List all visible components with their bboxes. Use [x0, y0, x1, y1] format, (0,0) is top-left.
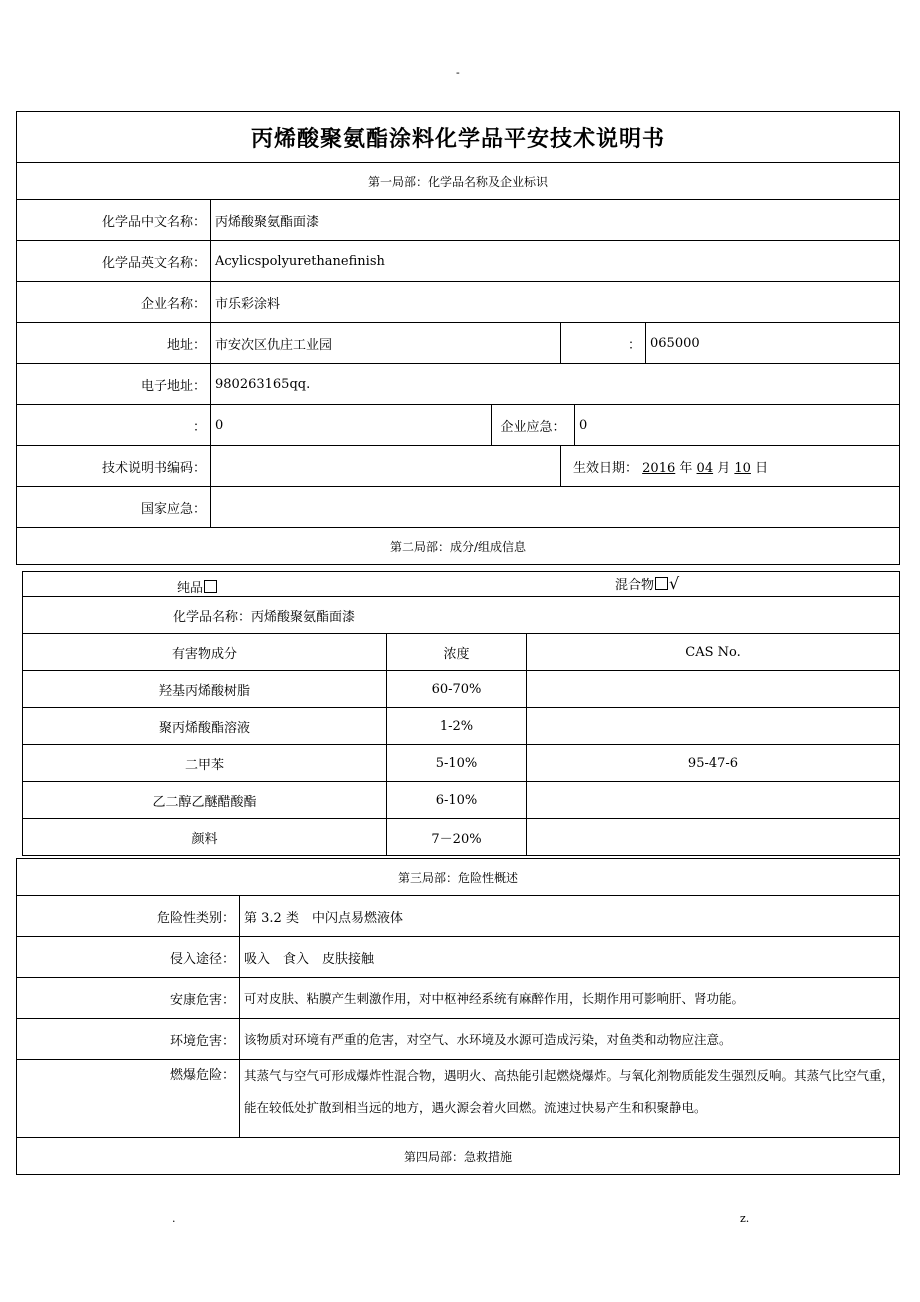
- component-cas: [527, 708, 900, 745]
- composition-table: [22, 571, 900, 856]
- code-value: [211, 446, 561, 487]
- emergency-value: 0: [575, 405, 900, 446]
- component-cas: [527, 671, 900, 708]
- section1-title: 第一局部：化学品名称及企业标识: [17, 163, 900, 200]
- checkmark-icon: √: [669, 574, 680, 593]
- component-name: 二甲苯: [23, 745, 387, 782]
- address-value: 市安次区仇庄工业园: [211, 323, 561, 364]
- code-label: 技术说明书编码：: [17, 446, 211, 487]
- header-concentration: 浓度: [387, 634, 527, 671]
- national-emergency-value: [211, 487, 900, 528]
- en-name-label: 化学品英文名称：: [17, 241, 211, 282]
- component-cas: 95-47-6: [527, 745, 900, 782]
- hazard-category-value: 第 3.2 类 中闪点易燃液体: [240, 896, 900, 937]
- component-concentration: 1-2%: [387, 708, 527, 745]
- emergency-label: 企业应急：: [492, 405, 575, 446]
- date-month: 04: [696, 460, 714, 476]
- pure-option: [177, 577, 217, 596]
- component-name: 乙二醇乙醚醋酸酯: [23, 782, 387, 819]
- health-hazard-label: 安康危害：: [17, 978, 240, 1019]
- mixture-option: [615, 574, 679, 593]
- mixture-checkbox: [655, 577, 668, 590]
- fire-hazard-label: 燃爆危险：: [17, 1060, 240, 1138]
- address-label: 地址：: [17, 323, 211, 364]
- company-value: 市乐彩涂料: [211, 282, 900, 323]
- section2-title: 第二局部：成分/组成信息: [17, 528, 900, 565]
- health-hazard-value: 可对皮肤、粘膜产生刺激作用，对中枢神经系统有麻醉作用，长期作用可影响肝、肾功能。: [240, 978, 900, 1019]
- phone-value: 0: [211, 405, 492, 446]
- table-row: [23, 819, 900, 856]
- table-row: [23, 745, 900, 782]
- date-label: 生效日期：: [573, 460, 639, 476]
- route-value: 吸入 食入 皮肤接触: [240, 937, 900, 978]
- header-cas: CAS No.: [527, 634, 900, 671]
- date-year: 2016: [642, 460, 676, 476]
- footer-right-mark: z.: [740, 1212, 750, 1225]
- fire-hazard-value: 其蒸气与空气可形成爆炸性混合物，遇明火、高热能引起燃烧爆炸。与氧化剂物质能发生强烈反响。其蒸气比空气重，能在较低处扩散到相当远的地方，遇火源会着火回燃。流速过快易产生和积聚静电。: [240, 1060, 900, 1138]
- table-row: [23, 671, 900, 708]
- en-name-value: Acylicspolyurethanefinish: [211, 241, 900, 282]
- component-concentration: 60-70%: [387, 671, 527, 708]
- component-concentration: 7－20%: [387, 819, 527, 856]
- env-hazard-value: 该物质对环境有严重的危害，对空气、水环境及水源可造成污染，对鱼类和动物应注意。: [240, 1019, 900, 1060]
- section4-title: 第四局部：急救措施: [17, 1138, 900, 1175]
- date-day: 10: [734, 460, 751, 476]
- product-name: 化学品名称：丙烯酸聚氨酯面漆: [23, 597, 900, 634]
- purity-row: [23, 572, 900, 597]
- table-row: [23, 782, 900, 819]
- effective-date: [561, 446, 900, 487]
- footer-left-mark: .: [172, 1212, 176, 1225]
- section1-table: [16, 111, 900, 565]
- company-label: 企业名称：: [17, 282, 211, 323]
- email-value: 980263165qq.: [211, 364, 900, 405]
- phone-label: ：: [17, 405, 211, 446]
- section3-title: 第三局部：危险性概述: [17, 859, 900, 896]
- component-name: 聚丙烯酸酯溶液: [23, 708, 387, 745]
- date-day-unit: 日: [755, 460, 769, 476]
- table-row: [23, 708, 900, 745]
- component-name: 羟基丙烯酸树脂: [23, 671, 387, 708]
- hazard-table: [16, 858, 900, 1175]
- cn-name-value: 丙烯酸聚氨酯面漆: [211, 200, 900, 241]
- date-month-unit: 月: [717, 460, 731, 476]
- hazard-category-label: 危险性类别：: [17, 896, 240, 937]
- component-concentration: 5-10%: [387, 745, 527, 782]
- component-concentration: 6-10%: [387, 782, 527, 819]
- national-emergency-label: 国家应急：: [17, 487, 211, 528]
- component-cas: [527, 782, 900, 819]
- mixture-label: 混合物: [615, 578, 655, 593]
- component-name: 颜料: [23, 819, 387, 856]
- header-mark: -: [456, 66, 460, 79]
- postcode-label: ：: [561, 323, 646, 364]
- postcode-value: 065000: [646, 323, 900, 364]
- cn-name-label: 化学品中文名称：: [17, 200, 211, 241]
- header-component: 有害物成分: [23, 634, 387, 671]
- date-year-unit: 年: [679, 460, 693, 476]
- pure-checkbox: [204, 580, 217, 593]
- component-cas: [527, 819, 900, 856]
- env-hazard-label: 环境危害：: [17, 1019, 240, 1060]
- document-title: 丙烯酸聚氨酯涂料化学品平安技术说明书: [17, 112, 900, 163]
- pure-label: 纯品: [177, 581, 204, 596]
- route-label: 侵入途径：: [17, 937, 240, 978]
- email-label: 电子地址：: [17, 364, 211, 405]
